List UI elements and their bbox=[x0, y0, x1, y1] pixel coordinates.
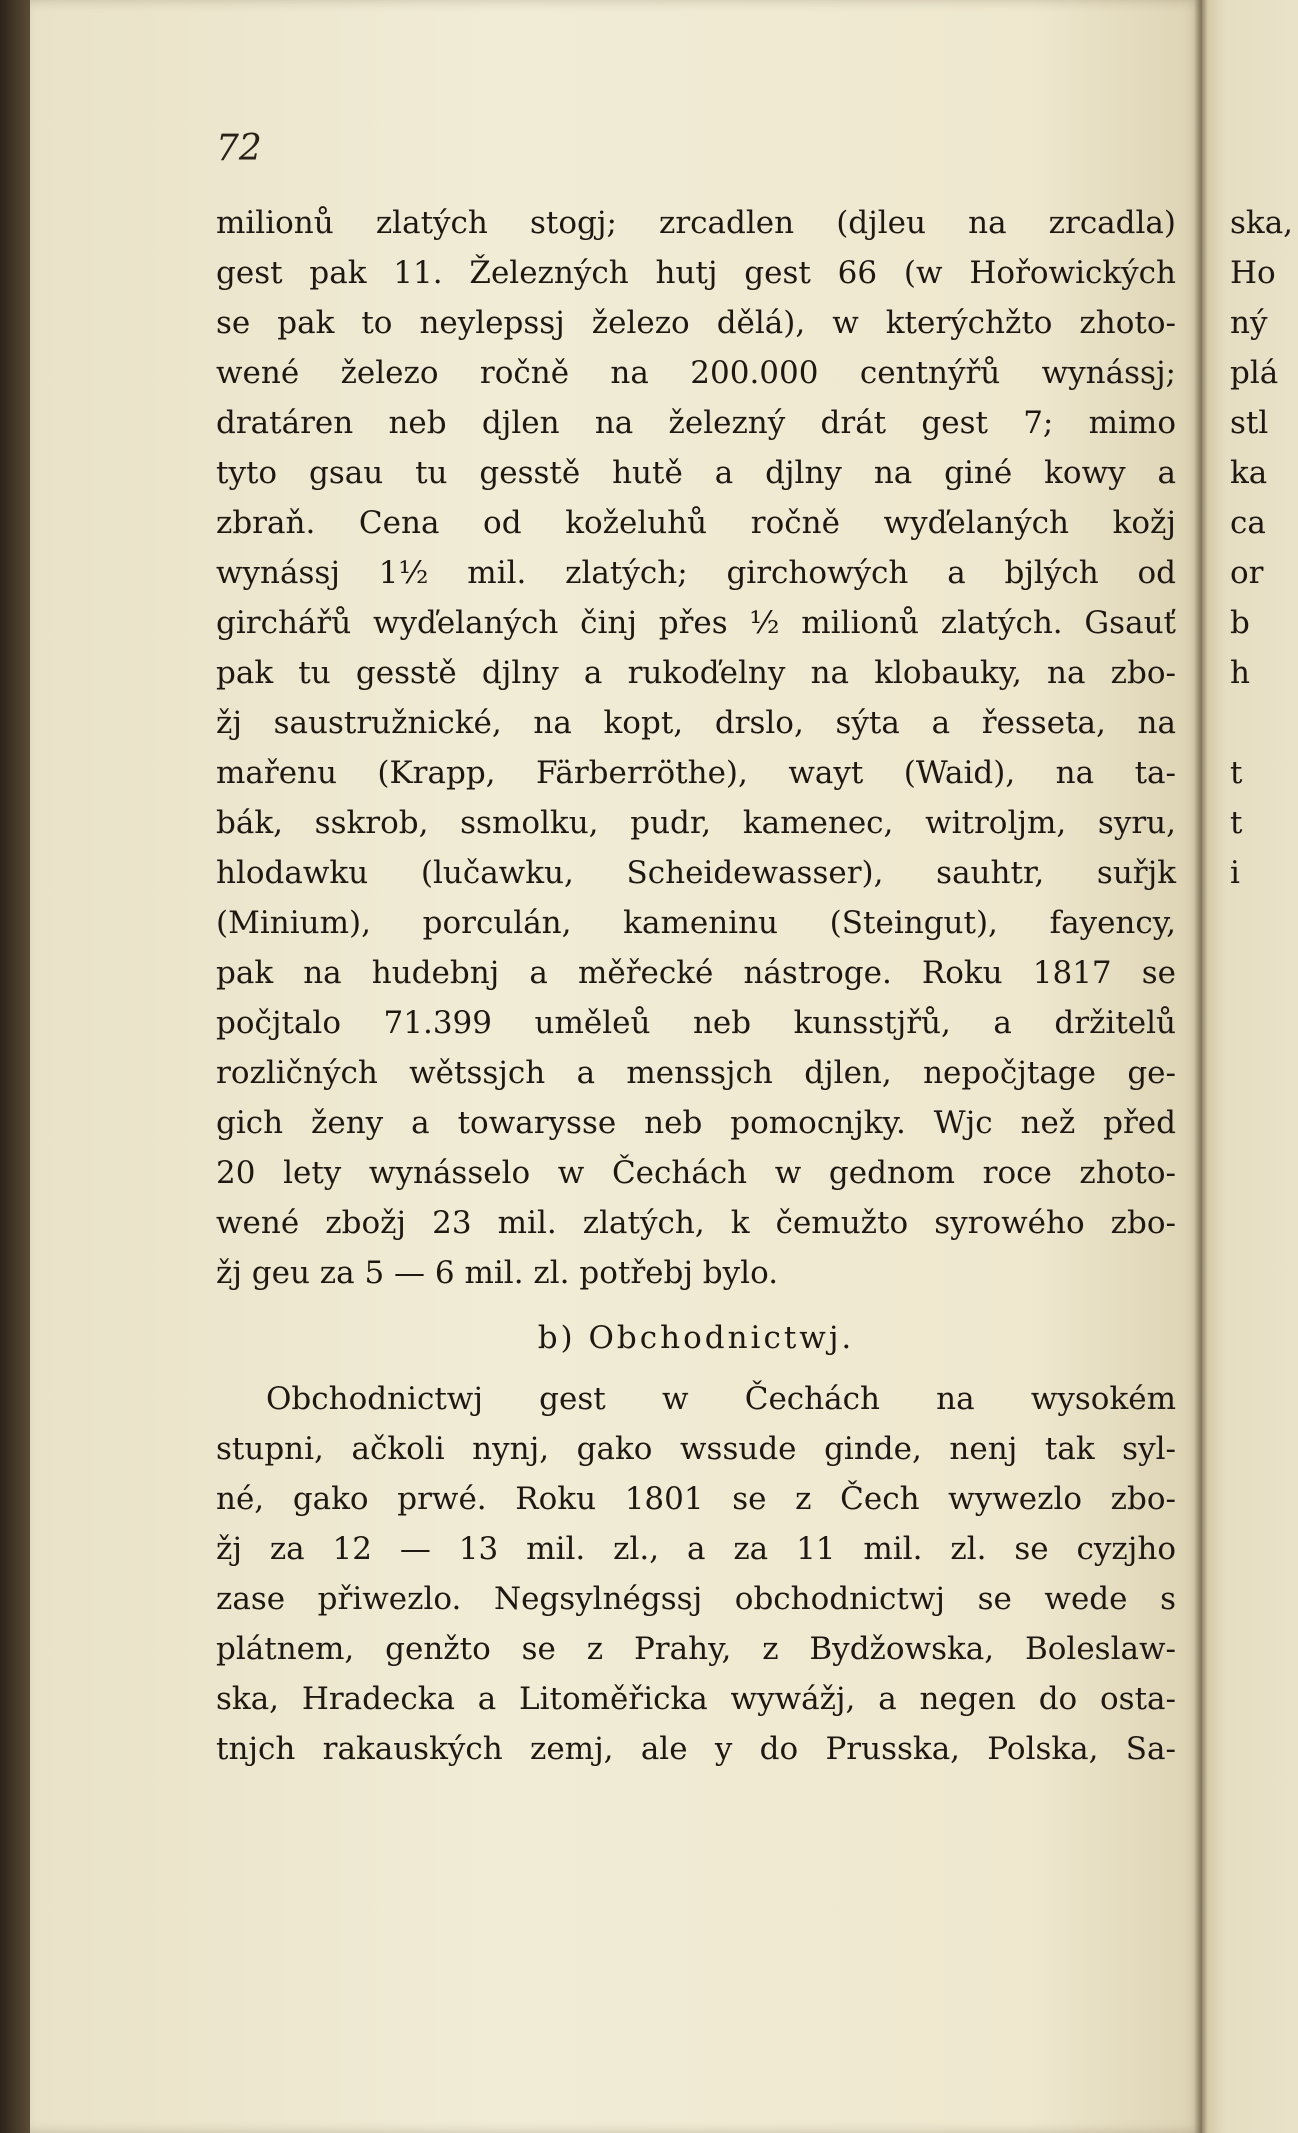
text-line: mařenu (Krapp, Färberröthe), wayt (Waid), na ta- bbox=[216, 755, 1176, 791]
facing-line: ka bbox=[1230, 455, 1268, 491]
text-line: žj za 12 — 13 mil. zl., a za 11 mil. zl. se cyzjho bbox=[216, 1531, 1176, 1567]
facing-line: t bbox=[1230, 805, 1243, 841]
facing-line: h bbox=[1230, 655, 1250, 691]
facing-line: Ho bbox=[1230, 255, 1276, 291]
facing-line: t bbox=[1230, 755, 1243, 791]
text-line: (Minium), porculán, kameninu (Steingut), fayency, bbox=[216, 905, 1176, 941]
text-line: wynássj 1½ mil. zlatých; girchowých a bjlých od bbox=[216, 555, 1176, 591]
section-heading: b) Obchodnictwj. bbox=[537, 1320, 855, 1356]
text-line: wené železo ročně na 200.000 centnýřů wynássj; bbox=[216, 355, 1176, 391]
text-line: dratáren neb djlen na železný drát gest 7; mimo bbox=[216, 405, 1176, 441]
text-line: Obchodnictwj gest w Čechách na wysokém bbox=[266, 1381, 1176, 1417]
facing-line: ska, bbox=[1230, 205, 1294, 241]
text-line: žj geu za 5 — 6 mil. zl. potřebj bylo. bbox=[216, 1255, 779, 1291]
text-line: bák, sskrob, ssmolku, pudr, kamenec, witroljm, syru, bbox=[216, 805, 1176, 841]
text-line: zbraň. Cena od koželuhů ročně wyďelaných kožj bbox=[216, 505, 1176, 541]
text-line: 20 lety wynásselo w Čechách w gednom roce zhoto- bbox=[216, 1155, 1176, 1191]
text-line: žj saustružnické, na kopt, drslo, sýta a řesseta, na bbox=[216, 705, 1176, 741]
text-line: stupni, ačkoli nynj, gako wssude ginde, nenj tak syl- bbox=[216, 1431, 1176, 1467]
text-line: zase přiwezlo. Negsylnégssj obchodnictwj se wede s bbox=[216, 1581, 1176, 1617]
facing-page-edge bbox=[1202, 0, 1298, 2133]
text-line: pak tu gesstě djlny a rukoďelny na klobauky, na zbo- bbox=[216, 655, 1176, 691]
text-line: plátnem, genžto se z Prahy, z Bydžowska, Boleslaw- bbox=[216, 1631, 1176, 1667]
text-line: milionů zlatých stogj; zrcadlen (djleu na zrcadla) bbox=[216, 205, 1176, 241]
page-number: 72 bbox=[216, 128, 262, 169]
text-line: počjtalo 71.399 uměleů neb kunsstjřů, a držitelů bbox=[216, 1005, 1176, 1041]
facing-line: i bbox=[1230, 855, 1240, 891]
facing-page-text bbox=[1230, 198, 1293, 898]
body-text bbox=[216, 198, 1176, 1774]
text-line: tnjch rakauských zemj, ale y do Prusska, Polska, Sa- bbox=[216, 1731, 1176, 1767]
text-line: girchářů wyďelaných činj přes ½ milionů zlatých. Gsauť bbox=[216, 605, 1176, 641]
facing-line: stl bbox=[1230, 405, 1269, 441]
facing-line: ný bbox=[1230, 305, 1268, 341]
facing-line bbox=[1230, 698, 1293, 748]
text-line: wené zbožj 23 mil. zlatých, k čemužto syrowého zbo- bbox=[216, 1205, 1176, 1241]
text-line: ska, Hradecka a Litoměřicka wywážj, a negen do osta- bbox=[216, 1681, 1176, 1717]
facing-line: ca bbox=[1230, 505, 1266, 541]
text-line: se pak to neylepssj železo dělá), w kterýchžto zhoto- bbox=[216, 305, 1176, 341]
page-fold bbox=[1194, 0, 1208, 2133]
text-line: hlodawku (lučawku, Scheidewasser), sauhtr, suřjk bbox=[216, 855, 1176, 891]
facing-line: b bbox=[1230, 605, 1250, 641]
facing-line: or bbox=[1230, 555, 1264, 591]
binding-shadow bbox=[0, 0, 30, 2133]
text-line: pak na hudebnj a měřecké nástroge. Roku 1817 se bbox=[216, 955, 1176, 991]
text-line: tyto gsau tu gesstě hutě a djlny na giné kowy a bbox=[216, 455, 1176, 491]
facing-line: plá bbox=[1230, 355, 1279, 391]
text-line: rozličných wětssjch a menssjch djlen, nepočjtage ge- bbox=[216, 1055, 1176, 1091]
text-line: gest pak 11. Železných hutj gest 66 (w Hořowických bbox=[216, 255, 1176, 291]
text-line: gich ženy a towarysse neb pomocnjky. Wjc než před bbox=[216, 1105, 1176, 1141]
text-line: né, gako prwé. Roku 1801 se z Čech wywezlo zbo- bbox=[216, 1481, 1176, 1517]
